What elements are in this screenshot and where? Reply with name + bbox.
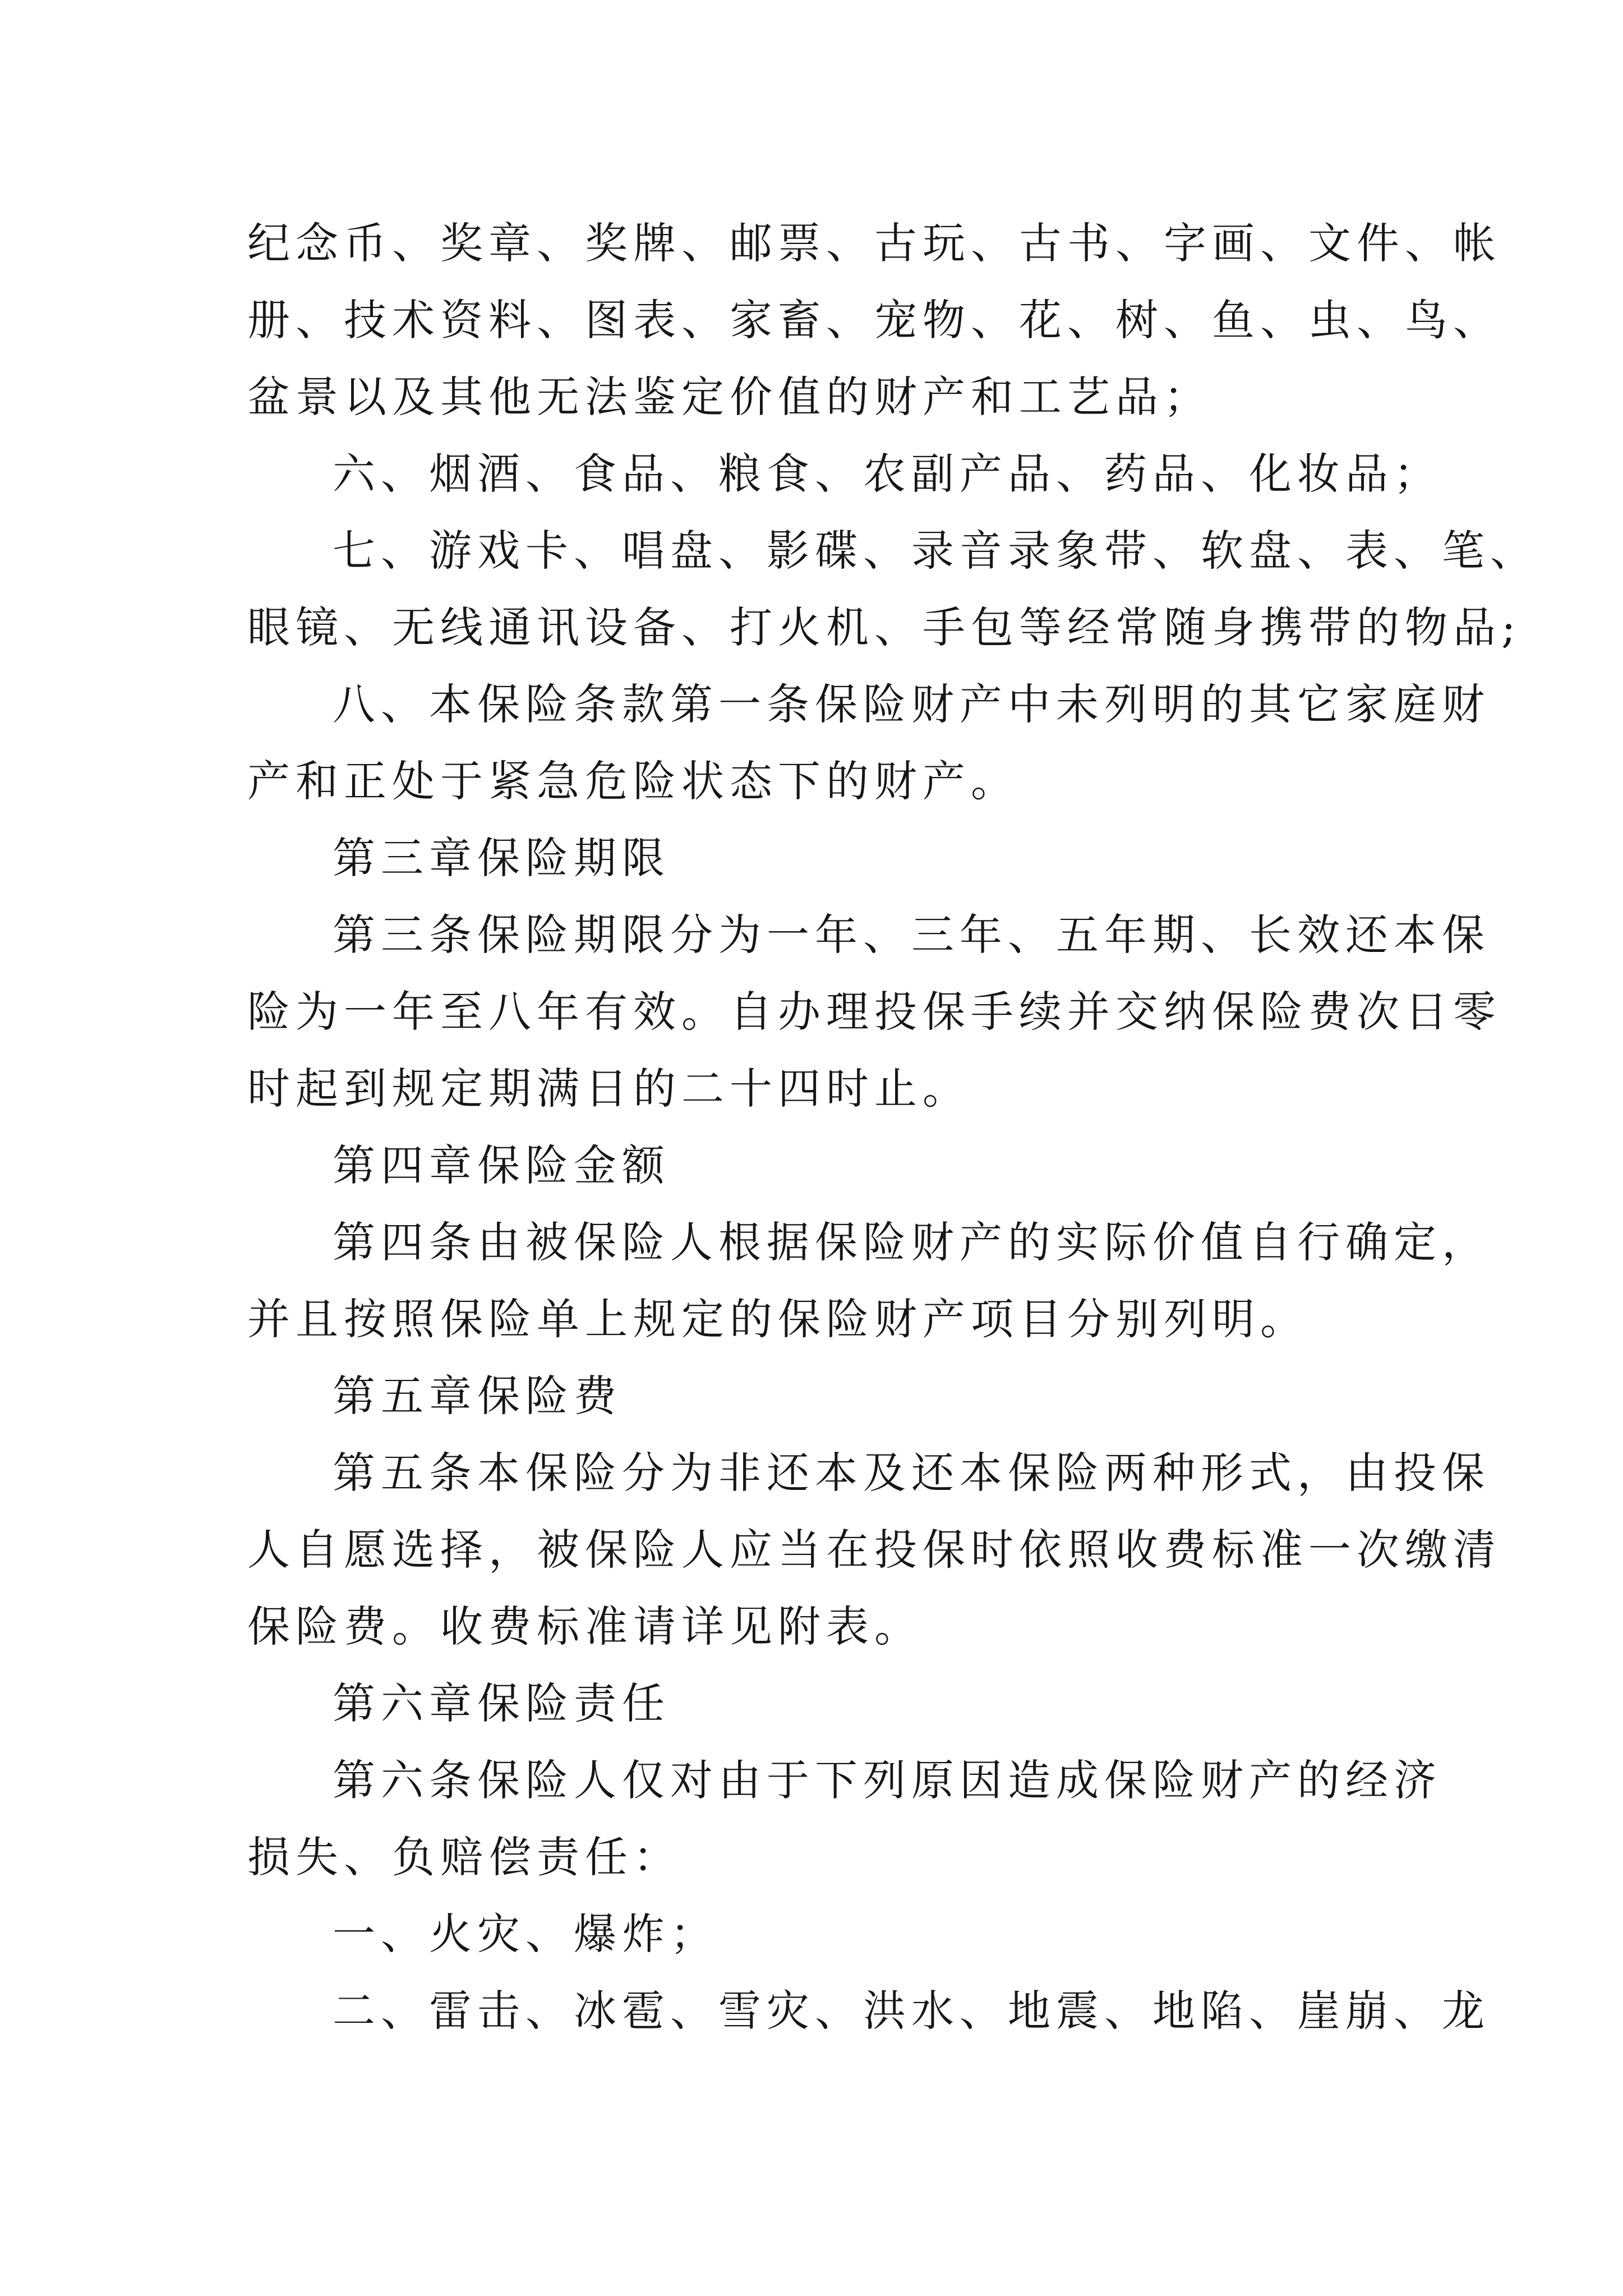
text-line: 一、火灾、爆炸； (333, 1909, 718, 1959)
text-line: 八、本保险条款第一条保险财产中未列明的其它家庭财 (333, 679, 1490, 729)
text-line: 眼镜、无线通讯设备、打火机、手包等经常随身携带的物品; (247, 602, 1521, 652)
text-line: 七、游戏卡、唱盘、影碟、录音录象带、软盘、表、笔、 (333, 526, 1538, 576)
chapter-heading: 第五章保险费 (333, 1371, 622, 1421)
text-line: 第六条保险人仅对由于下列原因造成保险财产的经济 (333, 1755, 1442, 1805)
text-line: 损失、负赔偿责任： (247, 1832, 681, 1882)
text-line: 纪念币、奖章、奖牌、邮票、古玩、古书、字画、文件、帐 (247, 218, 1501, 268)
text-line: 盆景以及其他无法鉴定价值的财产和工艺品； (247, 372, 1212, 422)
text-line: 人自愿选择，被保险人应当在投保时依照收费标准一次缴清 (247, 1525, 1501, 1575)
text-line: 六、烟酒、食品、粮食、农副产品、药品、化妆品； (333, 449, 1442, 499)
text-line: 险为一年至八年有效。自办理投保手续并交纳保险费次日零 (247, 987, 1501, 1037)
text-line: 第五条本保险分为非还本及还本保险两种形式，由投保 (333, 1448, 1490, 1498)
chapter-heading: 第六章保险责任 (333, 1678, 670, 1728)
document-body (247, 205, 1538, 2049)
chapter-heading: 第四章保险金额 (333, 1140, 670, 1190)
text-line: 第四条由被保险人根据保险财产的实际价值自行确定， (333, 1217, 1490, 1267)
text-line: 并且按照保险单上规定的保险财产项目分别列明。 (247, 1294, 1308, 1344)
text-line: 保险费。收费标准请详见附表。 (247, 1602, 923, 1651)
text-line: 二、雷击、冰雹、雪灾、洪水、地震、地陷、崖崩、龙 (333, 1986, 1490, 2036)
text-line: 产和正处于紧急危险状态下的财产。 (247, 756, 1019, 806)
text-line: 册、技术资料、图表、家畜、宠物、花、树、鱼、虫、鸟、 (247, 295, 1501, 345)
chapter-heading: 第三章保险期限 (333, 833, 670, 883)
text-line: 时起到规定期满日的二十四时止。 (247, 1064, 971, 1114)
text-line: 第三条保险期限分为一年、三年、五年期、长效还本保 (333, 910, 1490, 960)
